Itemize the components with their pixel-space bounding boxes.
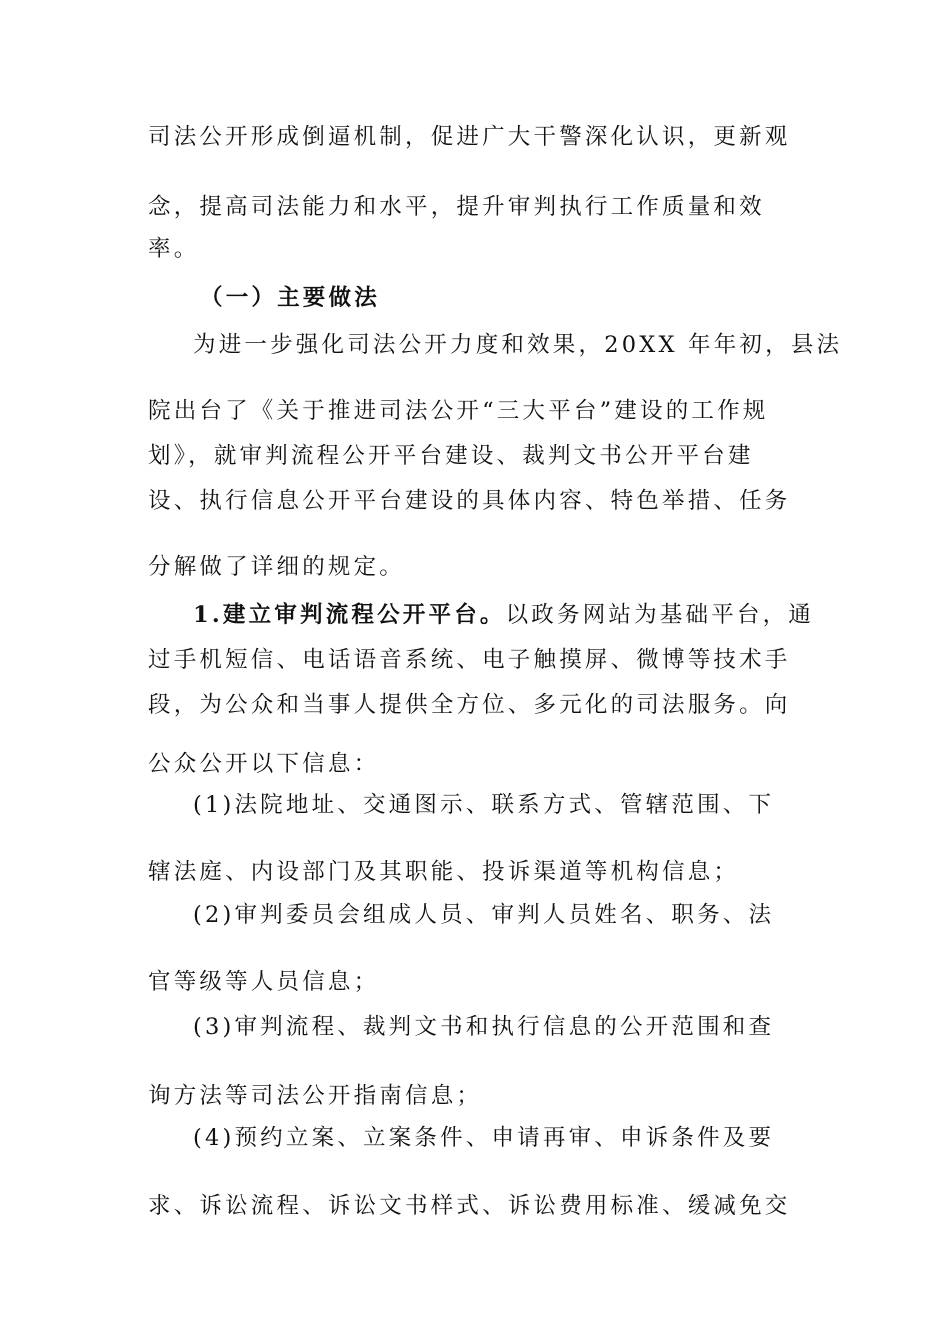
paragraph-line: 院出台了《关于推进司法公开“三大平台”建设的工作规 (148, 398, 769, 424)
list-item: (2)审判委员会组成人员、审判人员姓名、职务、法 (193, 902, 775, 928)
subsection-text: 以政务网站为基础平台，通 (505, 602, 814, 628)
paragraph-line: 率。 (148, 236, 200, 262)
paragraph-line: 设、执行信息公开平台建设的具体内容、特色举措、任务 (148, 488, 791, 514)
paragraph-line: 划》，就审判流程公开平台建设、裁判文书公开平台建 (148, 443, 754, 469)
paragraph-line: 段，为公众和当事人提供全方位、多元化的司法服务。向 (148, 692, 791, 718)
list-item: (3)审判流程、裁判文书和执行信息的公开范围和查 (193, 1014, 775, 1040)
paragraph-line: 过手机短信、电话语音系统、电子触摸屏、微博等技术手 (148, 647, 791, 673)
paragraph-line: 公众公开以下信息： (148, 751, 380, 777)
list-item: (1)法院地址、交通图示、联系方式、管辖范围、下 (193, 792, 775, 818)
paragraph-line: 司法公开形成倒逼机制，促进广大干警深化认识，更新观 (148, 124, 791, 150)
subsection-title: 1.建立审判流程公开平台。 (193, 602, 506, 628)
paragraph-line: 辖法庭、内设部门及其职能、投诉渠道等机构信息； (148, 859, 740, 885)
section-heading: （一）主要做法 (200, 285, 380, 311)
subsection-line (193, 600, 814, 630)
paragraph-line: 求、诉讼流程、诉讼文书样式、诉讼费用标准、缓减免交 (148, 1193, 791, 1219)
paragraph-line: 官等级等人员信息； (148, 969, 380, 995)
paragraph-line: 询方法等司法公开指南信息； (148, 1083, 483, 1109)
paragraph-line: 为进一步强化司法公开力度和效果，20XX 年年初，县法 (193, 332, 843, 358)
paragraph-line: 分解做了详细的规定。 (148, 554, 406, 580)
list-item: (4)预约立案、立案条件、申请再审、申诉条件及要 (193, 1125, 775, 1151)
paragraph-line: 念，提高司法能力和水平，提升审判执行工作质量和效 (148, 194, 765, 220)
